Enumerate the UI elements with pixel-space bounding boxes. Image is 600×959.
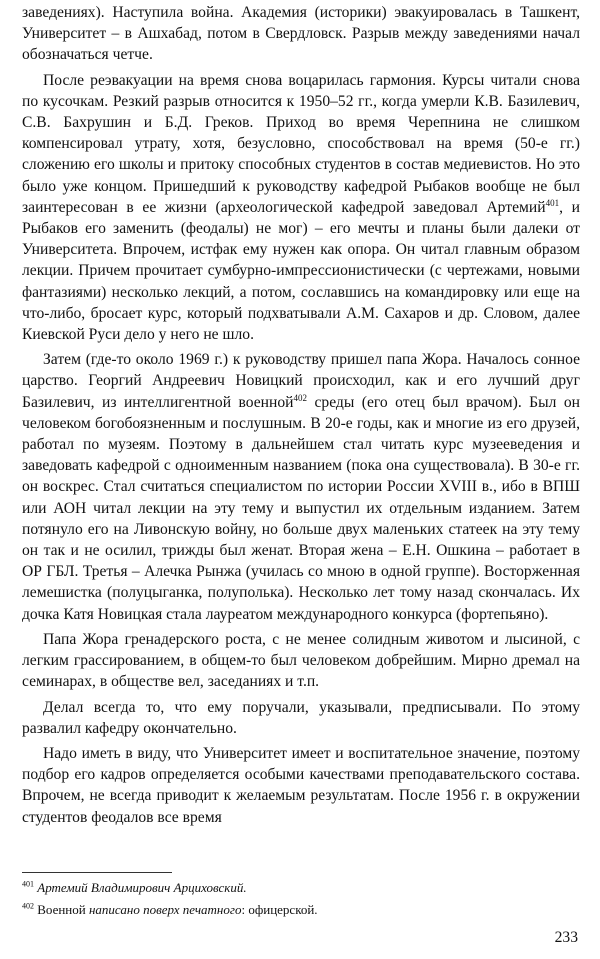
footnote-number: 402 [22, 901, 34, 911]
footnote-402 [22, 901, 580, 919]
paragraph-text: Делал всегда то, что ему поручали, указывали, предписывали. По этому развалил кафедру окончательно. [22, 698, 580, 737]
paragraph-text: Затем (где-то около 1969 г.) к руководству пришел папа Жора. Началось сонное царство. Георгий Андреевич Новицкий происходил, как и его лучший друг Базилевич, из интеллигентной военной [22, 351, 580, 411]
paragraph-text: Папа Жора гренадерского роста, с не менее солидным животом и лысиной, с легким грассированием, в общем-то был человеком добрейшим. Мирно дремал на семинарах, в обществе вел, заседаниях и т.п. [22, 630, 580, 691]
paragraph [22, 2, 580, 66]
paragraph-text: После реэвакуации на время снова воцарилась гармония. Курсы читали снова по кусочкам. Резкий разрыв относится к 1950–52 гг., когда умерли К.В. Базилевич, С.В. Бахрушин и Б.Д. Греков. Приход во время Черепнина не слишком компенсировал утрату, хотя, безусловно, способствовал на время (50-е гг.) сложению его школы и притоку способных студентов в состав медиевистов. Но это было уже концом. Пришедший к руководству кафедрой Рыбаков вообще не был заинтересован в ее жизни (археологической кафедрой заведовал Артемий [22, 71, 580, 216]
footnote-number: 401 [22, 879, 34, 889]
footnote-divider [22, 872, 172, 873]
footnotes [22, 872, 580, 923]
page-body [22, 2, 580, 832]
footnote-401 [22, 879, 580, 897]
paragraph-text: среды (его отец был врачом). Был он человеком богобоязненным и послушным. В 20-е годы, как и многие из его друзей, работал по музеям. Поэтому в дальнейшем стал читать курс музееведения и заведовать кафедрой с одноименным названием (пока она существовала). В 30-е гг. он воскрес. Стал считаться специалистом по истории России XVIII в., ибо в ВПШ или АОН читал лекции на эту тему и выпустил их отдельным изданием. Затем потянуло его на Ливонскую войну, но больше двух маленьких статеек на эту тему он так и не осилил, трижды был женат. Вторая жена – Е.Н. Ошкина – работает в ОР ГБЛ. Третья – Алечка Рынжа (училась со мною в одной группе). Восторженная лемешистка (полуцыганка, полуполька). Несколько лет тому назад скончалась. Их дочка Катя Новицкая стала лауреатом международного конкурса (фортепьяно). [22, 393, 580, 623]
paragraph [22, 629, 580, 693]
paragraph [22, 697, 580, 739]
footnote-reference: 402 [293, 392, 308, 403]
footnote-reference: 401 [545, 197, 560, 208]
paragraph [22, 70, 580, 346]
footnote-text-italic: написано поверх печатного [88, 902, 242, 917]
paragraph-text: заведениях). Наступила война. Академия (историки) эвакуировалась в Ташкент, Университет – в Ашхабад, потом в Свердловск. Разрыв между заведениями начал обозначаться четче. [22, 4, 580, 64]
paragraph-text: , и Рыбаков его заменить (феодалы) не мог) – его мечты и планы были далеки от Университета. Впрочем, истфак ему нужен как опора. Он читал главным образом лекции. Причем прочитает сумбурно-импрессионистически (с чертежами, новыми фантазиями) несколько лекций, а потом, сославшись на командировку или еще на что-либо, бросает курс, который подхватывали А.М. Сахаров и др. Словом, далее Киевской Руси дело у него не шло. [22, 198, 580, 344]
page-number: 233 [554, 929, 578, 946]
paragraph [22, 349, 580, 625]
paragraph-text: Надо иметь в виду, что Университет имеет и воспитательное значение, поэтому подбор его кадров определяется особыми качествами преподавательского состава. Впрочем, не всегда приводит к желаемым результатам. После 1956 г. в окружении студентов феодалов все время [22, 744, 580, 826]
footnote-text-plain: Военной [37, 902, 89, 917]
footnote-text-plain: : офицерской. [241, 902, 318, 917]
paragraph [22, 743, 580, 828]
footnote-text: Артемий Владимирович Арциховский. [37, 880, 247, 895]
